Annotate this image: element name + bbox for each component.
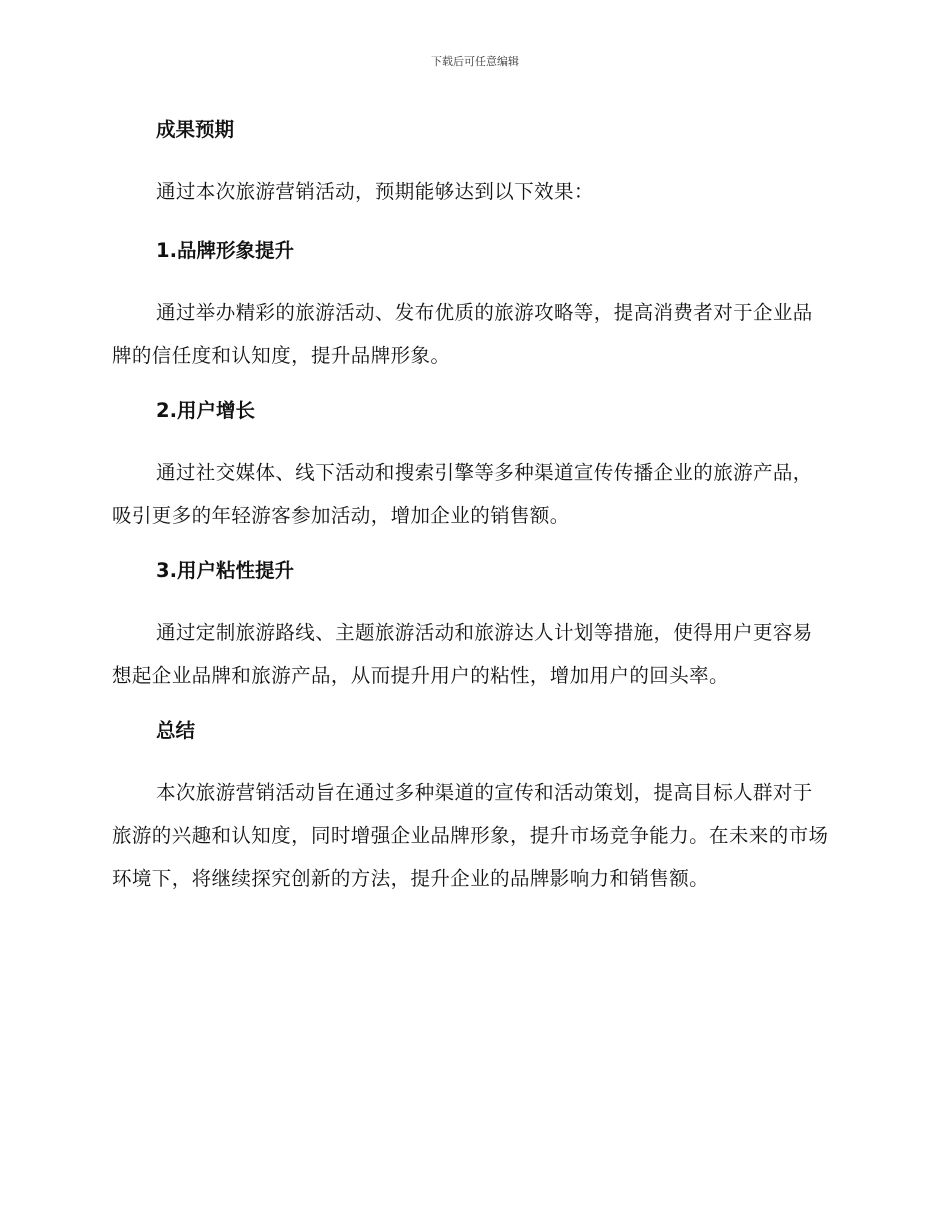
item1-heading: 1.品牌形象提升 <box>156 239 294 262</box>
document-body <box>112 112 832 916</box>
item1-paragraph: 通过举办精彩的旅游活动、发布优质的旅游攻略等，提高消费者对于企业品牌的信任度和认知度，提升品牌形象。 <box>112 301 813 367</box>
item2-paragraph: 通过社交媒体、线下活动和搜索引擎等多种渠道宣传传播企业的旅游产品，吸引更多的年轻游客参加活动，增加企业的销售额。 <box>112 461 813 527</box>
results-intro: 通过本次旅游营销活动，预期能够达到以下效果： <box>156 180 594 203</box>
item2-heading: 2.用户增长 <box>156 399 255 422</box>
item3-paragraph: 通过定制旅游路线、主题旅游活动和旅游达人计划等措施，使得用户更容易想起企业品牌和旅游产品，从而提升用户的粘性，增加用户的回头率。 <box>112 621 813 687</box>
item3-heading: 3.用户粘性提升 <box>156 559 294 582</box>
page-header: 下载后可任意编辑 <box>431 55 519 68</box>
results-heading: 成果预期 <box>156 118 235 141</box>
summary-heading: 总结 <box>156 719 196 742</box>
summary-paragraph: 本次旅游营销活动旨在通过多种渠道的宣传和活动策划，提高目标人群对于旅游的兴趣和认知度，同时增强企业品牌形象，提升市场竞争能力。在未来的市场环境下，将继续探究创新的方法，提升企业的品牌影响力和销售额。 <box>112 781 829 890</box>
